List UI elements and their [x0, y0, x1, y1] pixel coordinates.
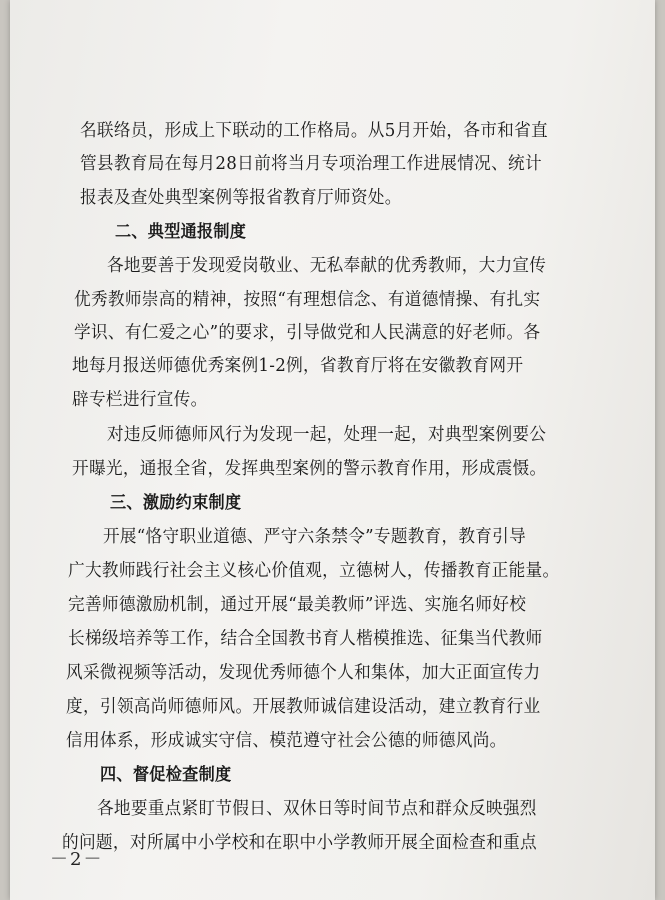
text-line-6: 优秀教师崇高的精神，按照“有理想信念、有道德情操、有扎实 [74, 290, 541, 310]
page-number: －2－ [50, 849, 104, 870]
text-line-15: 完善师德激励机制，通过开展“最美教师”评选、实施名师好校 [68, 595, 527, 615]
text-line-16: 长梯级培养等工作，结合全国教书育人楷模推选、征集当代教师 [68, 629, 543, 649]
text-line-1: 名联络员，形成上下联动的工作格局。从5月开始，各市和省直 [80, 121, 548, 141]
document-page [10, 0, 655, 900]
text-line-21: 各地要重点紧盯节假日、双休日等时间节点和群众反映强烈 [97, 799, 537, 819]
text-line-2: 管县教育局在每月28日前将当月专项治理工作进展情况、统计 [80, 154, 542, 174]
text-line-8: 地每月报送师德优秀案例1-2例，省教育厅将在安徽教育网开 [72, 356, 524, 376]
text-line-13: 开展“恪守职业道德、严守六条禁令”专题教育，教育引导 [103, 527, 526, 547]
section-heading-3: 三、激励约束制度 [110, 493, 242, 513]
text-line-7: 学识、有仁爱之心”的要求，引导做党和人民满意的好老师。各 [74, 323, 541, 343]
text-line-14: 广大教师践行社会主义核心价值观，立德树人，传播教育正能量。 [68, 561, 560, 581]
text-line-17: 风采微视频等活动，发现优秀师德个人和集体，加大正面宣传力 [66, 663, 541, 683]
text-line-11: 开曝光，通报全省，发挥典型案例的警示教育作用，形成震慑。 [72, 459, 547, 479]
text-line-19: 信用体系，形成诚实守信、模范遵守社会公德的师德风尚。 [66, 731, 507, 751]
text-line-9: 辟专栏进行宣传。 [72, 390, 208, 410]
text-line-3: 报表及查处典型案例等报省教育厅师资处。 [80, 188, 402, 208]
text-line-18: 度，引领高尚师德师风。开展教师诚信建设活动，建立教育行业 [66, 697, 541, 717]
text-line-10: 对违反师德师风行为发现一起，处理一起，对典型案例要公 [107, 425, 547, 445]
section-heading-2: 二、典型通报制度 [115, 222, 247, 242]
section-heading-4: 四、督促检查制度 [100, 765, 232, 785]
text-line-22: 的问题，对所属中小学校和在职中小学教师开展全面检查和重点 [62, 833, 537, 853]
text-line-5: 各地要善于发现爱岗敬业、无私奉献的优秀教师，大力宣传 [107, 256, 547, 276]
